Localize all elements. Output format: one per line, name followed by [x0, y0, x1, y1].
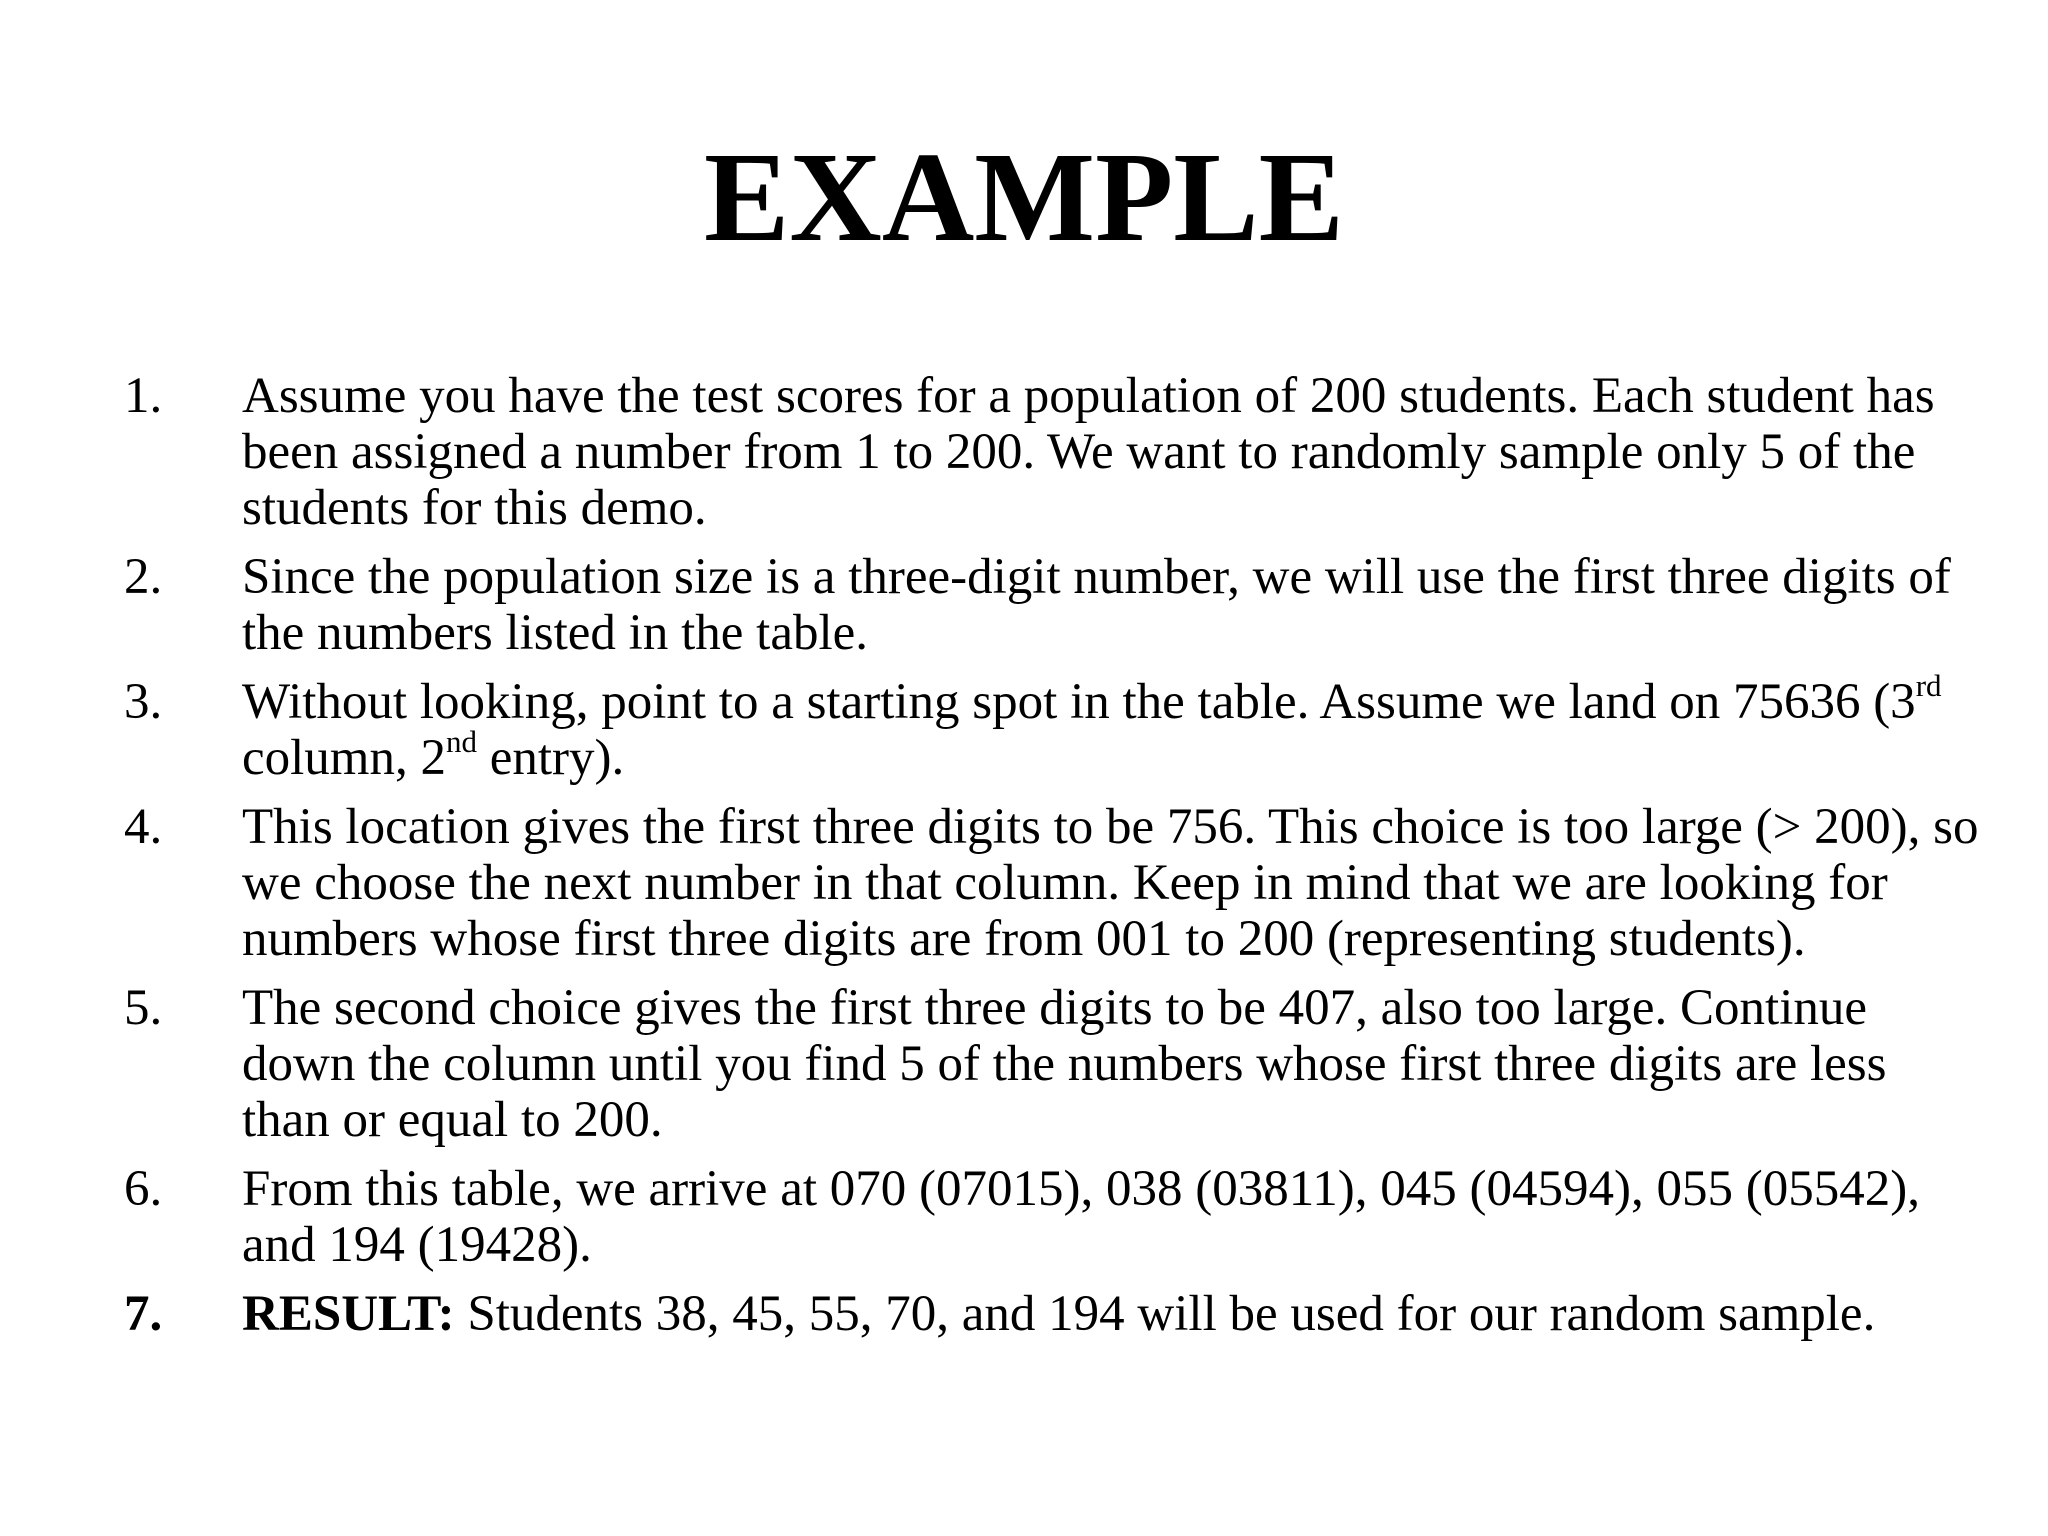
result-label: RESULT:	[242, 1286, 455, 1342]
item-number: 7.	[124, 1286, 163, 1342]
item-number: 1.	[124, 368, 163, 424]
numbered-list	[124, 368, 1984, 1355]
item-number: 3.	[124, 674, 163, 730]
item-text-part: Students 38, 45, 55, 70, and 194 will be used for our random sample.	[454, 1286, 1876, 1342]
item-text	[242, 1286, 1875, 1342]
list-item	[124, 799, 1984, 967]
item-text-part: entry).	[476, 730, 625, 786]
item-text: Since the population size is a three-digit number, we will use the first three digits of the numbers listed in the table.	[242, 549, 1951, 661]
item-number: 4.	[124, 799, 163, 855]
list-item	[124, 1161, 1984, 1273]
item-text-part: column, 2	[242, 730, 446, 786]
ordinal-suffix: rd	[1915, 668, 1942, 703]
list-item	[124, 668, 1984, 786]
item-text: The second choice gives the first three digits to be 407, also too large. Continue down the column until you find 5 of the numbers whose first three digits are less than or equal to 200.	[242, 980, 1887, 1148]
item-text-part: Without looking, point to a starting spot in the table. Assume we land on 75636 (3	[242, 674, 1916, 730]
item-text: This location gives the first three digits to be 756. This choice is too large (> 200), so we choose the next number in that column. Keep in mind that we are looking for numbers whose first three digits are from 001 to 200 (representing students).	[242, 799, 1979, 967]
slide-title: EXAMPLE	[704, 126, 1344, 268]
item-number: 2.	[124, 549, 163, 605]
list-item	[124, 980, 1984, 1148]
item-number: 6.	[124, 1161, 163, 1217]
item-text: Assume you have the test scores for a population of 200 students. Each student has been assigned a number from 1 to 200. We want to randomly sample only 5 of the students for this demo.	[242, 368, 1935, 536]
list-item	[124, 368, 1984, 536]
item-number: 5.	[124, 980, 163, 1036]
item-text: From this table, we arrive at 070 (07015), 038 (03811), 045 (04594), 055 (05542), and 194 (19428).	[242, 1161, 1920, 1273]
ordinal-suffix: nd	[445, 724, 477, 759]
list-item	[124, 1286, 1984, 1342]
item-text	[242, 668, 1942, 786]
list-item	[124, 549, 1984, 661]
